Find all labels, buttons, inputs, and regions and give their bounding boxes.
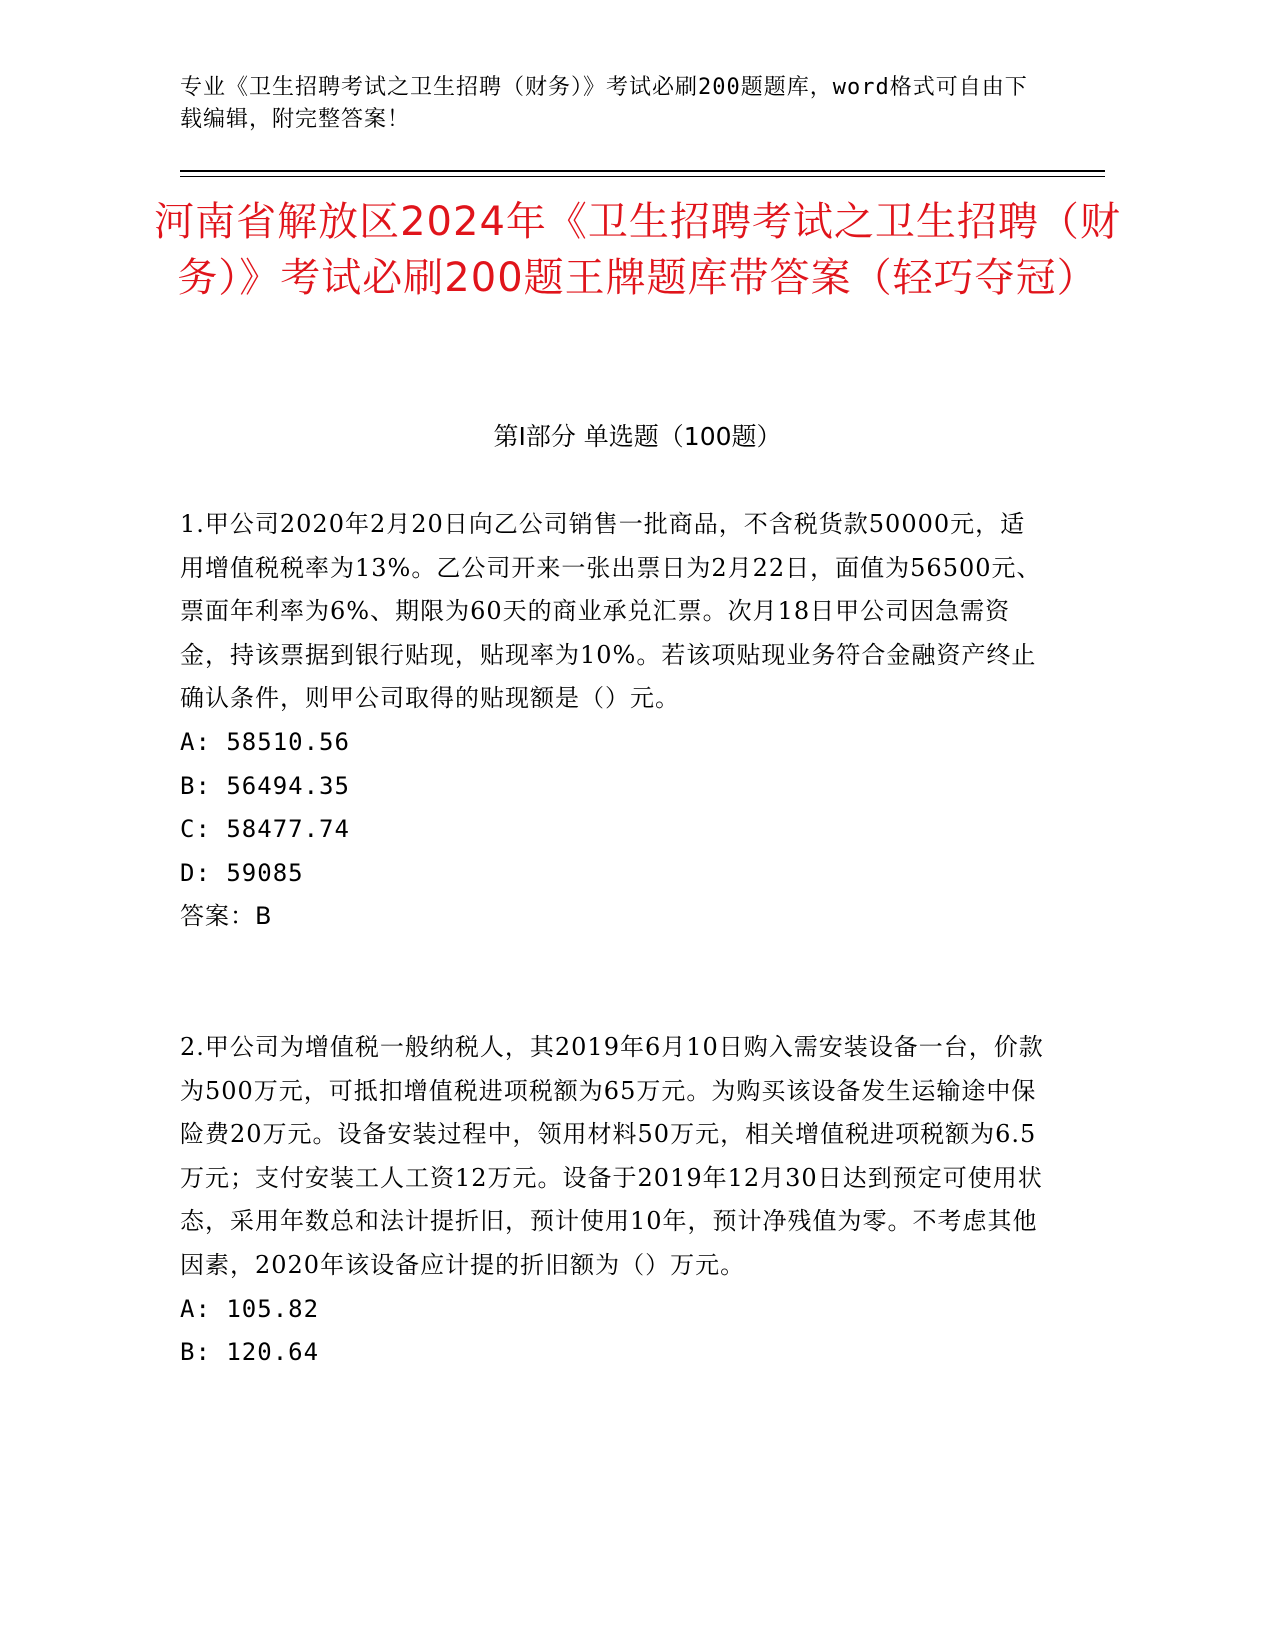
document-title: 河南省解放区2024年《卫生招聘考试之卫生招聘（财务）》考试必刷200题王牌题库带答案（轻巧夺冠） [154, 199, 1121, 301]
question-1-stem: 1.甲公司2020年2月20日向乙公司销售一批商品，不含税货款50000元，适用增值税税率为13%。乙公司开来一张出票日为2月22日，面值为56500元、票面年利率为6%、期限为60天的商业承兑汇票。次月18日甲公司因急需资金，持该票据到银行贴现，贴现率为10%。若该项贴现业务符合金融资产终止确认条件，则甲公司取得的贴现额是（）元。 [180, 510, 1042, 713]
question-1-option-a: A: 58510.56 [180, 727, 350, 756]
question-2 [180, 1026, 1050, 1375]
question-1-option-d: D: 59085 [180, 858, 304, 887]
header-note: 专业《卫生招聘考试之卫生招聘（财务）》考试必刷200题题库，word格式可自由下载编辑，附完整答案！ [180, 75, 1028, 132]
question-2-option-a: A: 105.82 [180, 1294, 320, 1323]
header-rule-thick [180, 170, 1105, 172]
section-title: 第Ⅰ部分 单选题（100题） [493, 422, 782, 451]
question-1-answer: 答案：B [180, 902, 273, 931]
question-1 [180, 503, 1050, 939]
header-rule-thin [180, 176, 1105, 177]
question-1-option-c: C: 58477.74 [180, 815, 350, 844]
question-1-option-b: B: 56494.35 [180, 771, 350, 800]
question-2-option-b: B: 120.64 [180, 1338, 320, 1367]
question-2-stem: 2.甲公司为增值税一般纳税人，其2019年6月10日购入需安装设备一台，价款为500万元，可抵扣增值税进项税额为65万元。为购买该设备发生运输途中保险费20万元。设备安装过程中，领用材料50万元，相关增值税进项税额为6.5万元；支付安装工人工资12万元。设备于2019年12月30日达到预定可使用状态，采用年数总和法计提折旧，预计使用10年，预计净残值为零。不考虑其他因素，2020年该设备应计提的折旧额为（）万元。 [180, 1033, 1044, 1279]
